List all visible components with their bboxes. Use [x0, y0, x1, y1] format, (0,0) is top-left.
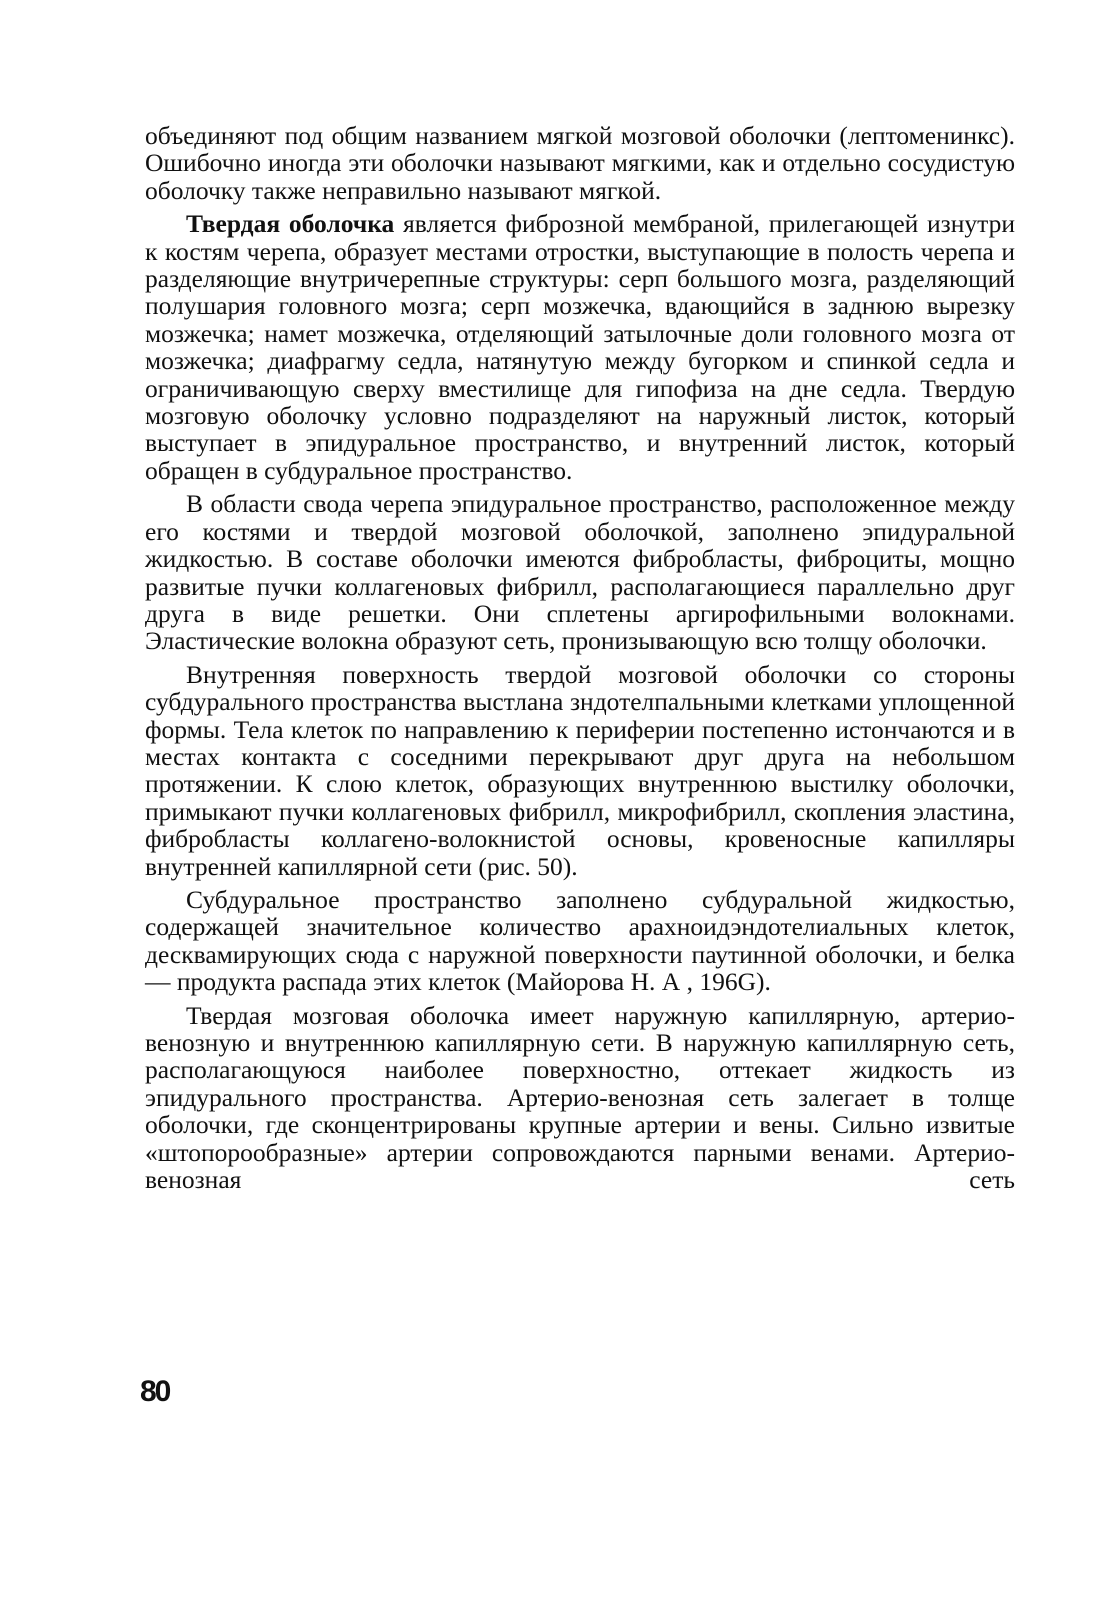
paragraph-4-text: Внутренняя поверхность твердой мозговой оболочки со стороны субдурального пространства выстлана зндотелпальными клетками уплощенной формы. Тела клеток по направлению к периферии постепенно истончаются и в местах контакта с соседними перекрывают друг друга на небольшом протяжении. К слою клеток, образующих внутреннюю выстилку оболочки, примыкают пучки коллагеновых фибрилл, микрофибрилл, скопления эластина, фибробласты коллагено-волокнистой основы, кровеносные капилляры внутренней капиллярной сети (рис. 50). — [145, 659, 1015, 881]
page-number: 80 — [140, 1375, 170, 1408]
page-body — [145, 122, 1015, 1199]
paragraph-3-text: В области свода черепа эпидуральное пространство, расположенное между его костями и твердой мозговой оболочкой, заполнено эпидуральной жидкостью. В составе оболочки имеются фибробласты, фиброциты, мощно развитые пучки коллагеновых фибрилл, располагающиеся параллельно друг друга в виде решетки. Они сплетены аргирофильными волокнами. Эластические волокна образуют сеть, пронизывающую всю толщу оболочки. — [145, 489, 1015, 656]
paragraph-2 — [145, 210, 1015, 484]
paragraph-3 — [145, 490, 1015, 654]
paragraph-1-text: объединяют под общим названием мягкой мозговой оболочки (лептоменинкс). Ошибочно иногда эти оболочки называют мягкими, как и отдельно сосудистую оболочку также неправильно называют мягкой. — [145, 121, 1015, 205]
paragraph-2-text: является фиброзной мембраной, прилегающей изнутри к костям черепа, образует местами отростки, выступающие в полость черепа и разделяющие внутричерепные структуры: серп большого мозга, разделяющий полушария головного мозга; серп мозжечка, вдающийся в заднюю вырезку мозжечка; намет мозжечка, отделяющий затылочные доли головного мозга от мозжечка; диафрагму седла, натянутую между бугорком и спинкой седла и ограничивающую сверху вместилище для гипофиза на дне седла. Твердую мозговую оболочку условно подразделяют на наружный листок, который выступает в эпидуральное пространство, и внутренний листок, который обращен в субдуральное пространство. — [145, 209, 1016, 485]
paragraph-6-text: Твердая мозговая оболочка имеет наружную капиллярную, артерио-венозную и внутреннюю капиллярную сети. В наружную капиллярную сеть, располагающуюся наиболее поверхностно, оттекает жидкость из эпидурального пространства. Артерио-венозная сеть залегает в толще оболочки, где сконцентрированы крупные артерии и вены. Сильно извитые «штопорообразные» артерии сопровождаются парными венами. Артерио-венозная сеть — [145, 1000, 1015, 1195]
paragraph-6 — [145, 1002, 1015, 1194]
paragraph-1 — [145, 122, 1015, 204]
paragraph-4 — [145, 661, 1015, 880]
paragraph-2-lead: Твердая оболочка — [186, 209, 395, 239]
paragraph-5-text: Субдуральное пространство заполнено субдуральной жидкостью, содержащей значительное количество арахноидэндотелиальных клеток, десквамирующих сюда с наружной поверхности паутинной оболочки, и белка — продукта распада этих клеток (Майорова Н. А , 196G). — [145, 884, 1015, 997]
paragraph-5 — [145, 886, 1015, 996]
